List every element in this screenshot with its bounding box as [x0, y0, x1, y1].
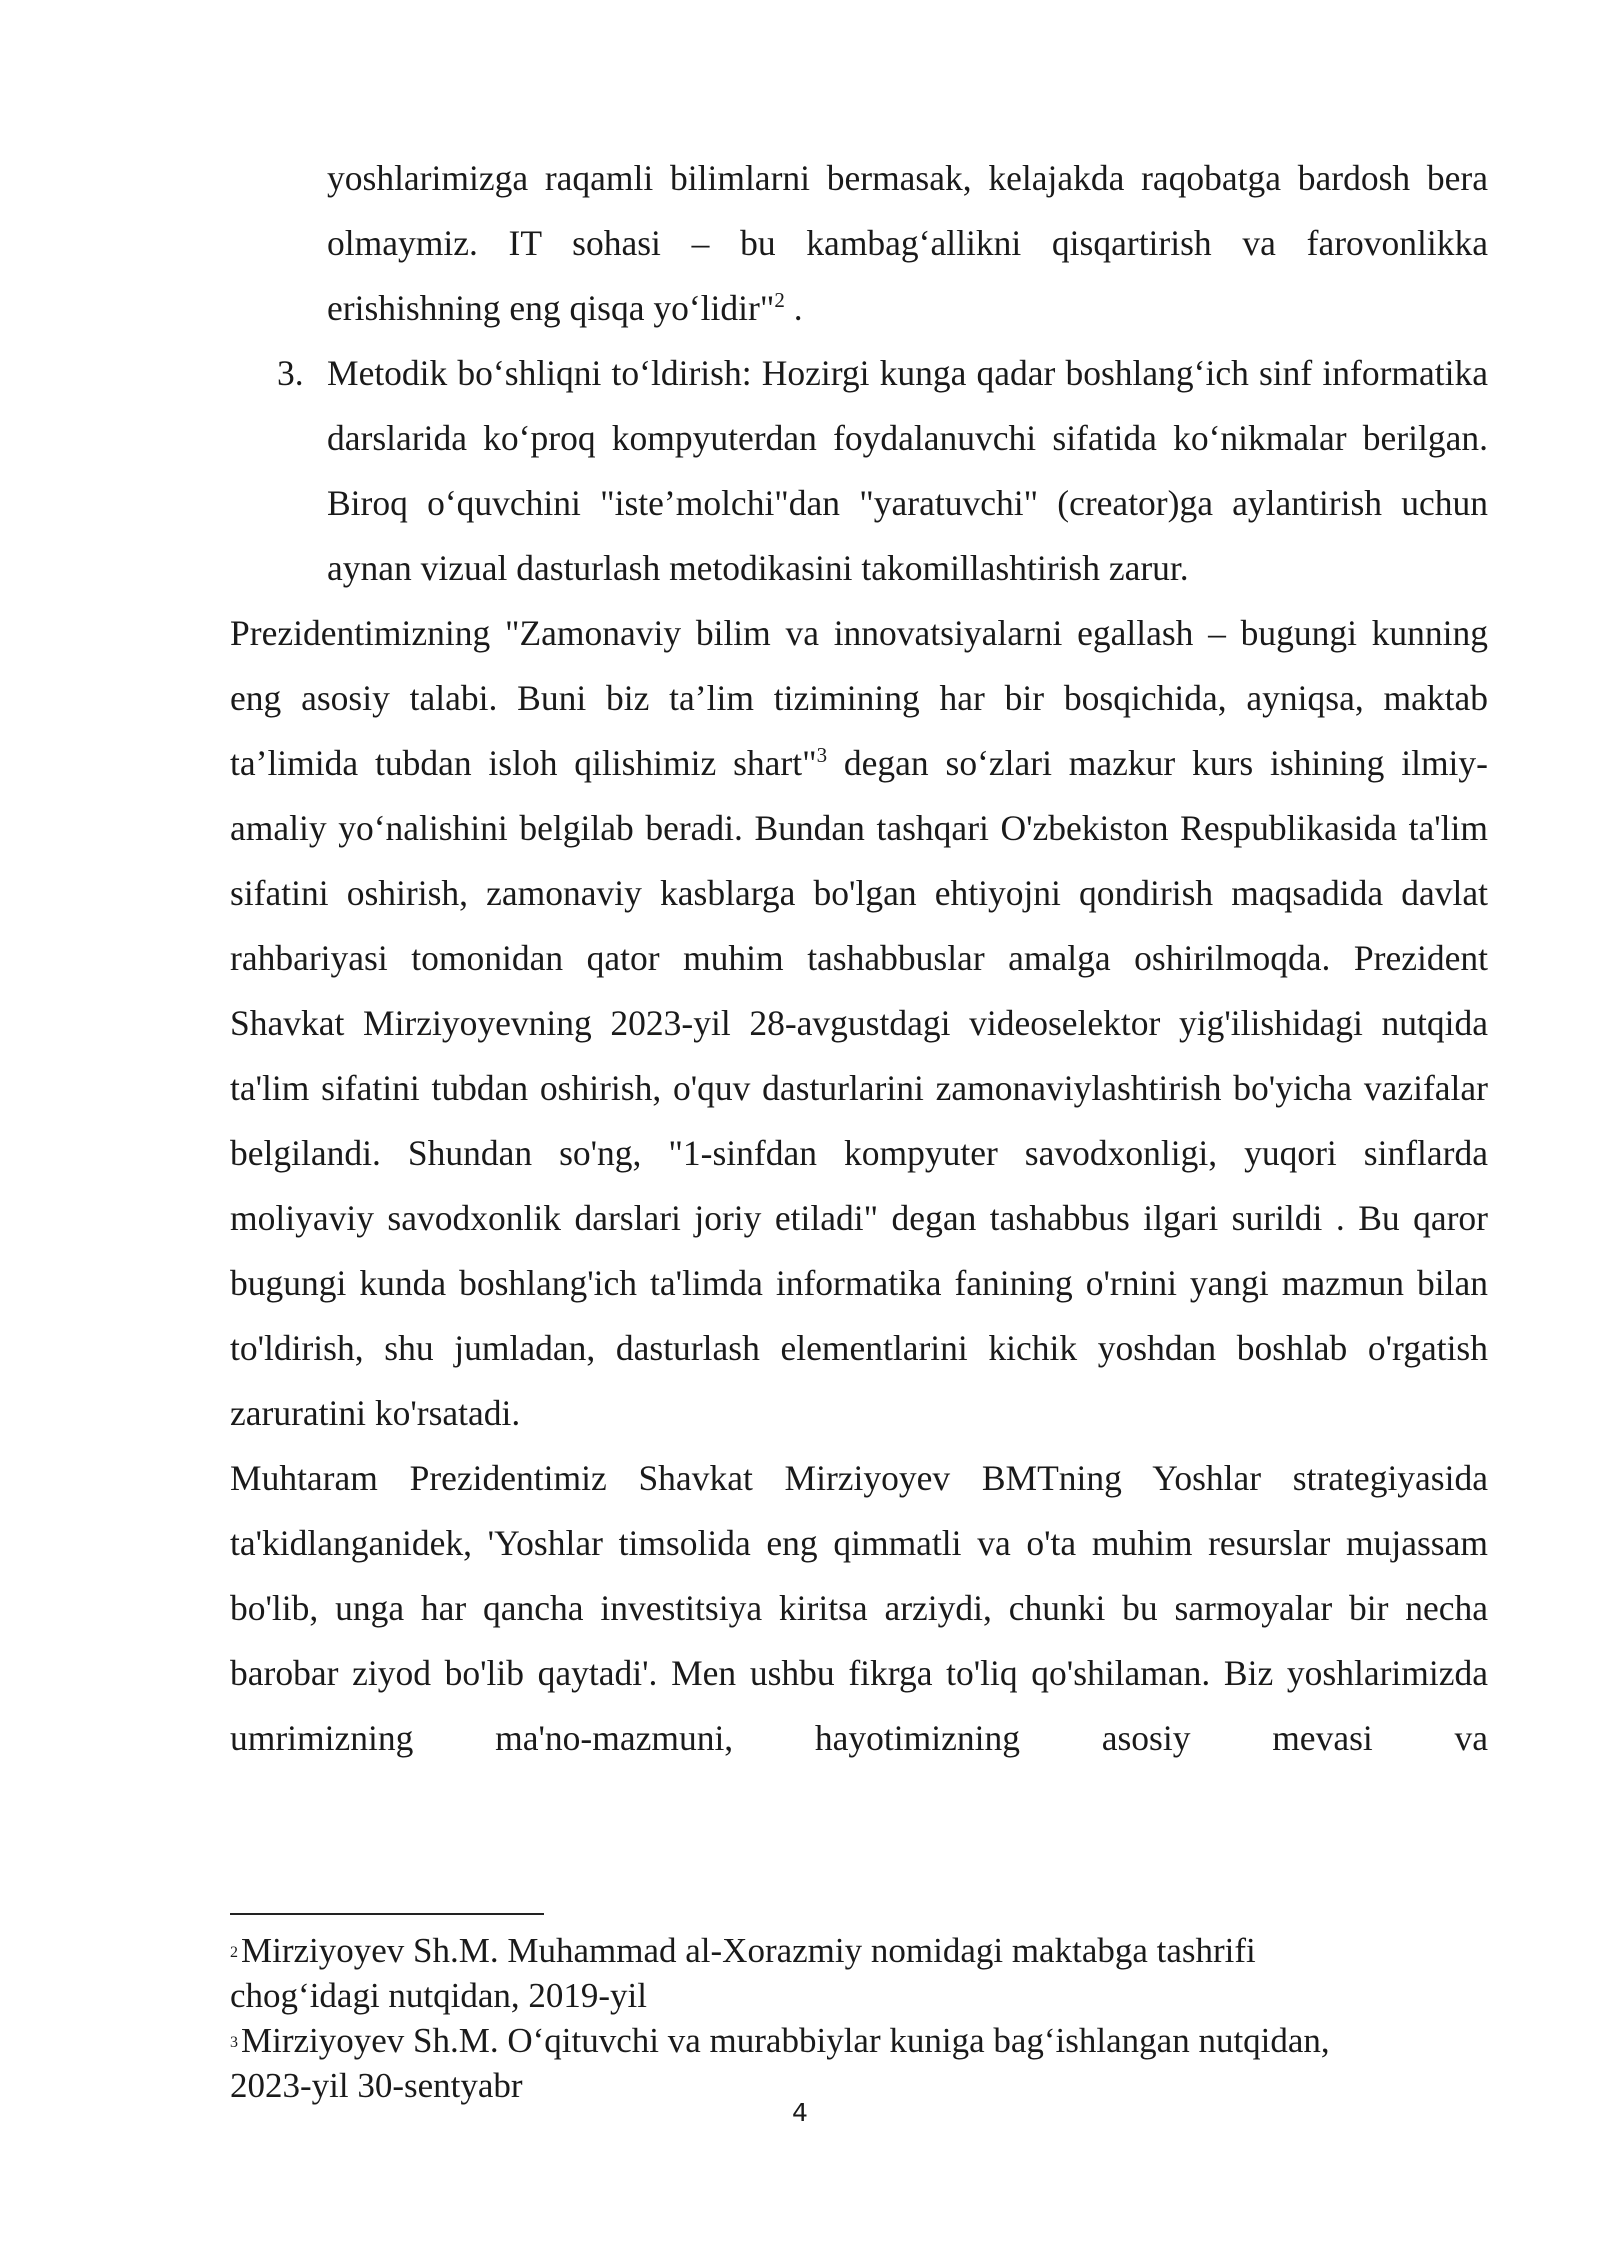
footnote	[230, 1928, 1488, 2018]
footnote-text: Mirziyoyev Sh.M. Muhammad al-Xorazmiy nomidagi maktabga tashrifi	[241, 1931, 1256, 1970]
list-continuation-text: yoshlarimizga raqamli bilimlarni bermasak, kelajakda raqobatga bardosh bera olmaymiz. IT sohasi – bu kambag‘allikni qisqartirish va farovonlikka erishishning eng qisqa yo‘lidir"	[327, 158, 1488, 328]
paragraph	[230, 601, 1488, 1446]
footnote-text: Mirziyoyev Sh.M. O‘qituvchi va murabbiylar kuniga bag‘ishlangan nutqidan,	[241, 2021, 1330, 2060]
paragraph-text-end: degan so‘zlari mazkur kurs ishining ilmiy-amaliy yo‘nalishini belgilab beradi. Bundan tashqari O'zbekiston Respublikasida ta'lim sifatini oshirish, zamonaviy kasblarga bo'lgan ehtiyojni qondirish maqsadida davlat rahbariyasi tomonidan qator muhim tashabbuslar amalga oshirilmoqda. Prezident Shavkat Mirziyoyevning 2023-yil 28-avgustdagi videoselektor yig'ilishidagi nutqida ta'lim sifatini tubdan oshirish, o'quv dasturlarini zamonaviylashtirish bo'yicha vazifalar belgilandi. Shundan so'ng, "1-sinfdan kompyuter savodxonligi, yuqori sinflarda moliyaviy savodxonlik darslari joriy etiladi" degan tashabbus ilgari surildi . Bu qaror bugungi kunda boshlang'ich ta'limda informatika fanining o'rnini yangi mazmun bilan to'ldirish, shu jumladan, dasturlash elementlarini kichik yoshdan boshlab o'rgatish zaruratini ko'rsatadi.	[230, 743, 1488, 1433]
footnotes	[230, 1928, 1488, 2108]
paragraph: Muhtaram Prezidentimiz Shavkat Mirziyoyev BMTning Yoshlar strategiyasida ta'kidlanganidek, 'Yoshlar timsolida eng qimmatli va o'ta muhim resurslar mujassam bo'lib, unga har qancha investitsiya kiritsa arziydi, chunki bu sarmoyalar bir necha barobar ziyod bo'lib qaytadi'. Men ushbu fikrga to'liq qo'shilaman. Biz yoshlarimizda umrimizning ma'no-mazmuni, hayotimizning asosiy mevasi va	[230, 1458, 1488, 1758]
footnote-mark: 3	[230, 2034, 238, 2051]
footnote-separator	[230, 1913, 544, 1915]
paragraph-text-start: Prezidentimizning "Zamonaviy bilim va innovatsiyalarni egallash – bugungi kunning eng asosiy talabi. Buni biz ta’lim tizimining har bir bosqichida, ayniqsa, maktab ta’limida tubdan isloh qilishimiz shart"	[230, 613, 1488, 783]
footnote-text: chog‘idagi nutqidan, 2019-yil	[230, 1976, 648, 2015]
list-item-number: 3.	[277, 353, 304, 393]
list-item-text: Metodik bo‘shliqni to‘ldirish: Hozirgi kunga qadar boshlang‘ich sinf informatika darslarida ko‘proq kompyuterdan foydalanuvchi sifatida ko‘nikmalar berilgan. Biroq o‘quvchini "iste’molchi"dan "yaratuvchi" (creator)ga aylantirish uchun aynan vizual dasturlash metodikasini takomillashtirish zarur.	[327, 353, 1488, 588]
footnote-ref-2[interactable]: 2	[774, 288, 785, 312]
footnote	[230, 2018, 1488, 2108]
footnote-text: 2023-yil 30-sentyabr	[230, 2066, 523, 2105]
footnote-ref-3[interactable]: 3	[816, 743, 828, 767]
list-continuation-end: .	[784, 288, 803, 328]
page-number: 4	[792, 2098, 808, 2127]
list-item-3	[230, 341, 1488, 601]
list-item-continuation	[230, 146, 1488, 341]
main-text	[230, 146, 1488, 1771]
footnote-mark: 2	[230, 1944, 238, 1961]
